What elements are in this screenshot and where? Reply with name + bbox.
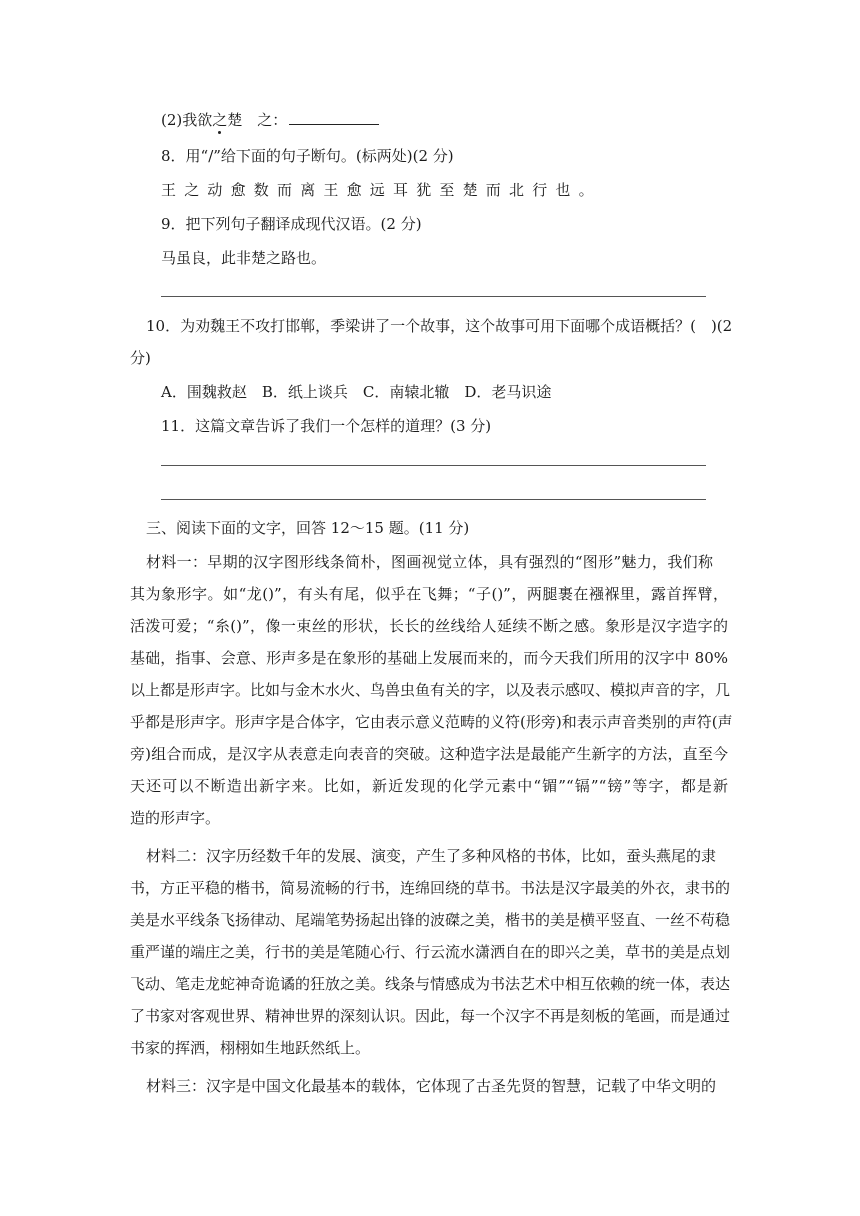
q7-item2-prefix: (2)我欲 <box>161 111 213 129</box>
section3-heading: 三、阅读下面的文字，回答 12～15 题。(11 分) <box>146 519 470 537</box>
answer-line[interactable] <box>161 296 706 297</box>
material2-line: 书，方正平稳的楷书，简易流畅的行书，连绵回绕的草书。书法是汉字最美的外衣，隶书的 <box>130 879 731 897</box>
material2-line: 美是水平线条飞扬律动、尾端笔势扬起出锋的波磔之美，楷书的美是横平竖直、一丝不苟稳 <box>130 911 731 929</box>
q7-dotted-char: 之 <box>212 111 228 129</box>
material1-line: 旁)组合而成，是汉字从表意走向表音的突破。这种造字法是最能产生新字的方法，直至今 <box>130 745 728 763</box>
material2-line: 了书家对客观世界、精神世界的深刻认识。因此，每一个汉字不再是刻板的笔画，而是通过 <box>130 1007 731 1025</box>
answer-line[interactable] <box>161 499 706 500</box>
q7-item2 <box>161 110 379 130</box>
answer-blank[interactable] <box>289 110 379 125</box>
q8-text: 王之动愈数而离王愈远耳犹至楚而北行也。 <box>161 181 602 199</box>
q9-question: 9．把下列句子翻译成现代汉语。(2 分) <box>161 215 422 233</box>
material3-line: 材料三：汉字是中国文化最基本的载体，它体现了古圣先贤的智慧，记载了中华文明的 <box>146 1077 717 1095</box>
material1-line: 以上都是形声字。比如与金木水火、鸟兽虫鱼有关的字，以及表示感叹、模拟声音的字，几 <box>130 681 731 699</box>
material1-line: 基础，指事、会意、形声多是在象形的基础上发展而来的，而今天我们所用的汉字中 80% <box>130 649 728 667</box>
material2-line: 飞动、笔走龙蛇神奇诡谲的狂放之美。线条与情感成为书法艺术中相互依赖的统一体，表达 <box>130 975 731 993</box>
q10-options: A．围魏救赵 B．纸上谈兵 C．南辕北辙 D．老马识途 <box>161 383 552 401</box>
material2-line: 重严谨的端庄之美，行书的美是笔随心行、行云流水潇洒自在的即兴之美，草书的美是点划 <box>130 943 731 961</box>
q7-item2-middle: 楚 之： <box>227 111 288 129</box>
material1-line: 天还可以不断造出新字来。比如，新近发现的化学元素中“镅”“镉”“镑”等字，都是新 <box>130 777 728 795</box>
material2-line: 书家的挥洒，栩栩如生地跃然纸上。 <box>130 1039 371 1057</box>
material1-line: 乎都是形声字。形声字是合体字，它由表示意义范畴的义符(形旁)和表示声音类别的声符(声 <box>130 713 733 731</box>
q9-text: 马虽良，此非楚之路也。 <box>161 249 327 267</box>
q10-question-line2: 分) <box>130 349 151 367</box>
q8-question: 8．用“/”给下面的句子断句。(标两处)(2 分) <box>161 147 454 165</box>
answer-line[interactable] <box>161 465 706 466</box>
material1-line: 活泼可爱；“糸()”，像一束丝的形状，长长的丝线给人延续不断之感。象形是汉字造字的 <box>130 617 728 635</box>
material1-line: 材料一：早期的汉字图形线条简朴，图画视觉立体，具有强烈的“图形”魅力，我们称 <box>146 553 713 571</box>
q11-question: 11．这篇文章告诉了我们一个怎样的道理？(3 分) <box>161 417 492 435</box>
material2-line: 材料二：汉字历经数千年的发展、演变，产生了多种风格的书体，比如，蚕头燕尾的隶 <box>146 847 717 865</box>
q10-question-line1: 10．为劝魏王不攻打邯郸，季梁讲了一个故事，这个故事可用下面哪个成语概括？( )(2 <box>146 317 733 335</box>
material1-line: 其为象形字。如“龙()”，有头有尾，似乎在飞舞；“子()”，两腿裹在襁褓里，露首挥臂， <box>130 585 728 603</box>
material1-line: 造的形声字。 <box>130 809 221 827</box>
